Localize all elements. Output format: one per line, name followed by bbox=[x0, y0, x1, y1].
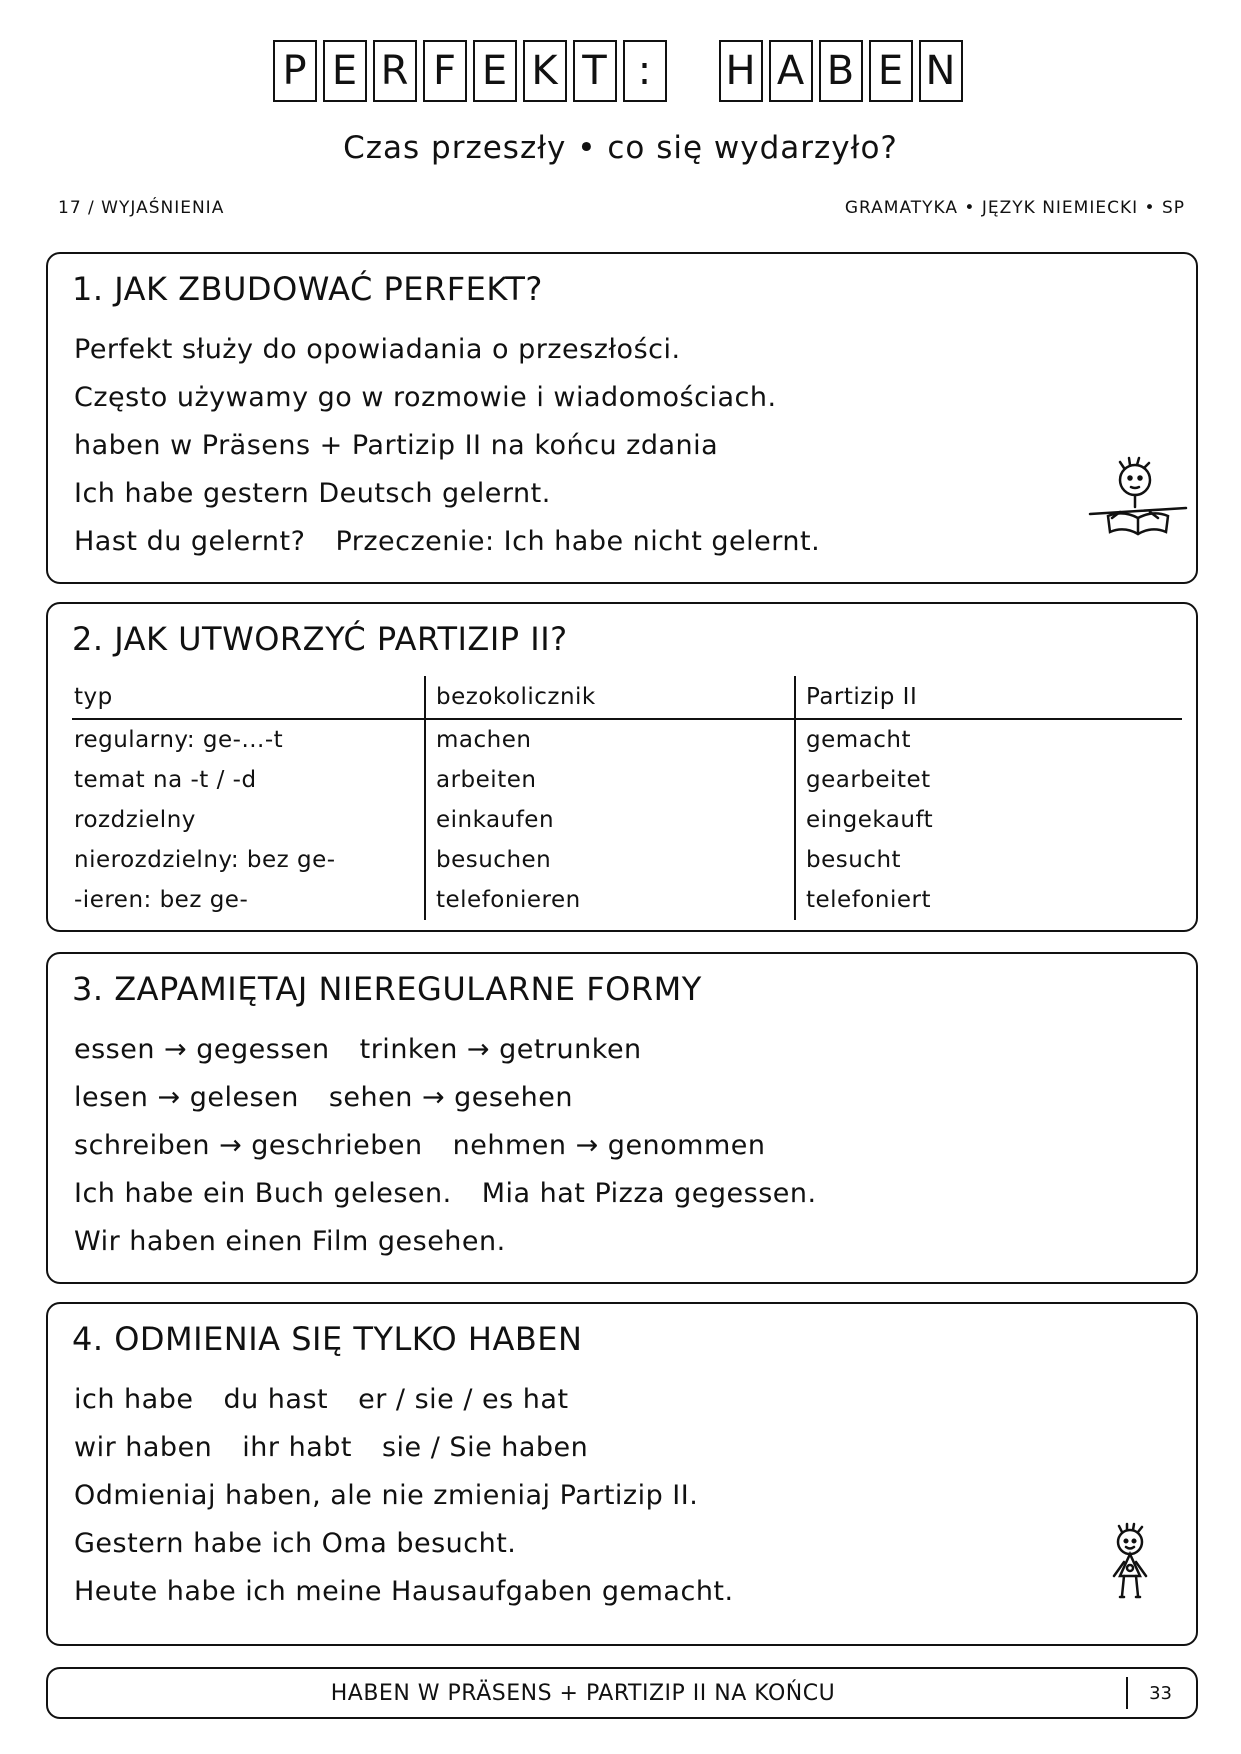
section-lines bbox=[74, 326, 820, 566]
conjugation-form: sie / Sie haben bbox=[381, 1432, 589, 1463]
conjugation-form: du hast bbox=[223, 1384, 329, 1415]
table-header-row bbox=[72, 676, 1182, 719]
section-lines bbox=[74, 1026, 817, 1266]
example-sentence: Heute habe ich meine Hausaufgaben gemacht. bbox=[74, 1576, 734, 1607]
text-line bbox=[74, 1170, 817, 1218]
title-letter: F bbox=[423, 40, 467, 102]
table-cell: rozdzielny bbox=[74, 807, 196, 833]
title-letter: N bbox=[919, 40, 963, 102]
table-cell: eingekauft bbox=[795, 800, 1182, 840]
section-2-card bbox=[46, 602, 1198, 932]
table-cell: gemacht bbox=[795, 719, 1182, 760]
table-cell: telefonieren bbox=[425, 880, 795, 920]
section-heading: 4. ODMIENIA SIĘ TYLKO HABEN bbox=[72, 1320, 583, 1358]
conjugation-form: er / sie / es hat bbox=[358, 1384, 569, 1415]
table-cell: -ieren: bez ge- bbox=[74, 887, 249, 913]
verb-pair: nehmen → genommen bbox=[452, 1130, 766, 1161]
table-row bbox=[72, 840, 1182, 880]
column-header: Partizip II bbox=[795, 676, 1182, 719]
verb-pair: schreiben → geschrieben bbox=[74, 1130, 423, 1161]
table-cell: gearbeitet bbox=[795, 760, 1182, 800]
text-line bbox=[74, 1218, 817, 1266]
text-line bbox=[74, 518, 820, 566]
table-cell: besuchen bbox=[425, 840, 795, 880]
title-letter: A bbox=[769, 40, 813, 102]
table-row bbox=[72, 719, 1182, 760]
table-cell: telefoniert bbox=[795, 880, 1182, 920]
text-line bbox=[74, 1520, 734, 1568]
boy-reading-icon bbox=[1088, 454, 1188, 544]
section-4-card bbox=[46, 1302, 1198, 1646]
title-letter: E bbox=[323, 40, 367, 102]
title-letter: E bbox=[869, 40, 913, 102]
partizip-table bbox=[72, 676, 1182, 920]
question-text: Hast du gelernt? bbox=[74, 526, 306, 557]
section-1-card bbox=[46, 252, 1198, 584]
title-letter: E bbox=[473, 40, 517, 102]
section-heading: 1. JAK ZBUDOWAĆ PERFEKT? bbox=[72, 270, 543, 308]
table-row bbox=[72, 760, 1182, 800]
page-number: 33 bbox=[1149, 1683, 1172, 1704]
text-line bbox=[74, 1568, 734, 1616]
column-header: bezokolicznik bbox=[425, 676, 795, 719]
rule-text: Odmieniaj haben, ale nie zmieniaj Partizip II. bbox=[74, 1480, 699, 1511]
section-heading: 3. ZAPAMIĘTAJ NIEREGULARNE FORMY bbox=[72, 970, 702, 1008]
table-cell: arbeiten bbox=[425, 760, 795, 800]
text-line bbox=[74, 1424, 734, 1472]
table-cell: regularny: ge-...-t bbox=[74, 727, 284, 753]
table-cell: machen bbox=[425, 719, 795, 760]
verb-pair: lesen → gelesen bbox=[74, 1082, 299, 1113]
section-3-card bbox=[46, 952, 1198, 1284]
table-cell: nierozdzielny: bez ge- bbox=[74, 847, 336, 873]
verb-pair: trinken → getrunken bbox=[359, 1034, 642, 1065]
footer-divider bbox=[1126, 1677, 1128, 1709]
text-line bbox=[74, 1472, 734, 1520]
subtitle: Czas przeszły • co się wydarzyło? bbox=[343, 130, 898, 166]
title-letter: H bbox=[719, 40, 763, 102]
text-line bbox=[74, 1376, 734, 1424]
table-row bbox=[72, 880, 1182, 920]
column-header: typ bbox=[72, 676, 425, 719]
title-letter: B bbox=[819, 40, 863, 102]
table-cell: besucht bbox=[795, 840, 1182, 880]
conjugation-form: wir haben bbox=[74, 1432, 213, 1463]
text-line: Ich habe gestern Deutsch gelernt. bbox=[74, 478, 551, 509]
table-cell: einkaufen bbox=[425, 800, 795, 840]
title-tiles bbox=[0, 40, 1241, 102]
conjugation-form: ihr habt bbox=[242, 1432, 352, 1463]
text-line: Często używamy go w rozmowie i wiadomościach. bbox=[74, 382, 777, 413]
footer-bar bbox=[46, 1667, 1198, 1719]
section-heading: 2. JAK UTWORZYĆ PARTIZIP II? bbox=[72, 620, 568, 658]
verb-pair: essen → gegessen bbox=[74, 1034, 330, 1065]
text-line bbox=[74, 1122, 817, 1170]
table-row bbox=[72, 800, 1182, 840]
title-letter: : bbox=[623, 40, 667, 102]
page-meta-left: 17 / WYJAŚNIENIA bbox=[58, 198, 225, 218]
negation-text: Przeczenie: Ich habe nicht gelernt. bbox=[335, 526, 821, 557]
example-sentence: Ich habe ein Buch gelesen. bbox=[74, 1178, 452, 1209]
text-line: haben w Präsens + Partizip II na końcu zdania bbox=[74, 430, 719, 461]
title-letter: P bbox=[273, 40, 317, 102]
section-lines bbox=[74, 1376, 734, 1616]
title-letter: K bbox=[523, 40, 567, 102]
example-sentence: Wir haben einen Film gesehen. bbox=[74, 1226, 506, 1257]
example-sentence: Mia hat Pizza gegessen. bbox=[481, 1178, 817, 1209]
table-cell: temat na -t / -d bbox=[74, 767, 257, 793]
footer-text: HABEN W PRÄSENS + PARTIZIP II NA KOŃCU bbox=[330, 1681, 836, 1706]
stick-figure-icon bbox=[1100, 1522, 1160, 1617]
text-line bbox=[74, 1074, 817, 1122]
example-sentence: Gestern habe ich Oma besucht. bbox=[74, 1528, 517, 1559]
title-letter: R bbox=[373, 40, 417, 102]
text-line: Perfekt służy do opowiadania o przeszłości. bbox=[74, 334, 681, 365]
title-letter: T bbox=[573, 40, 617, 102]
conjugation-form: ich habe bbox=[74, 1384, 194, 1415]
text-line bbox=[74, 1026, 817, 1074]
page-meta-right: GRAMATYKA • JĘZYK NIEMIECKI • SP bbox=[844, 198, 1185, 218]
title-spacer bbox=[673, 40, 713, 102]
verb-pair: sehen → gesehen bbox=[328, 1082, 573, 1113]
